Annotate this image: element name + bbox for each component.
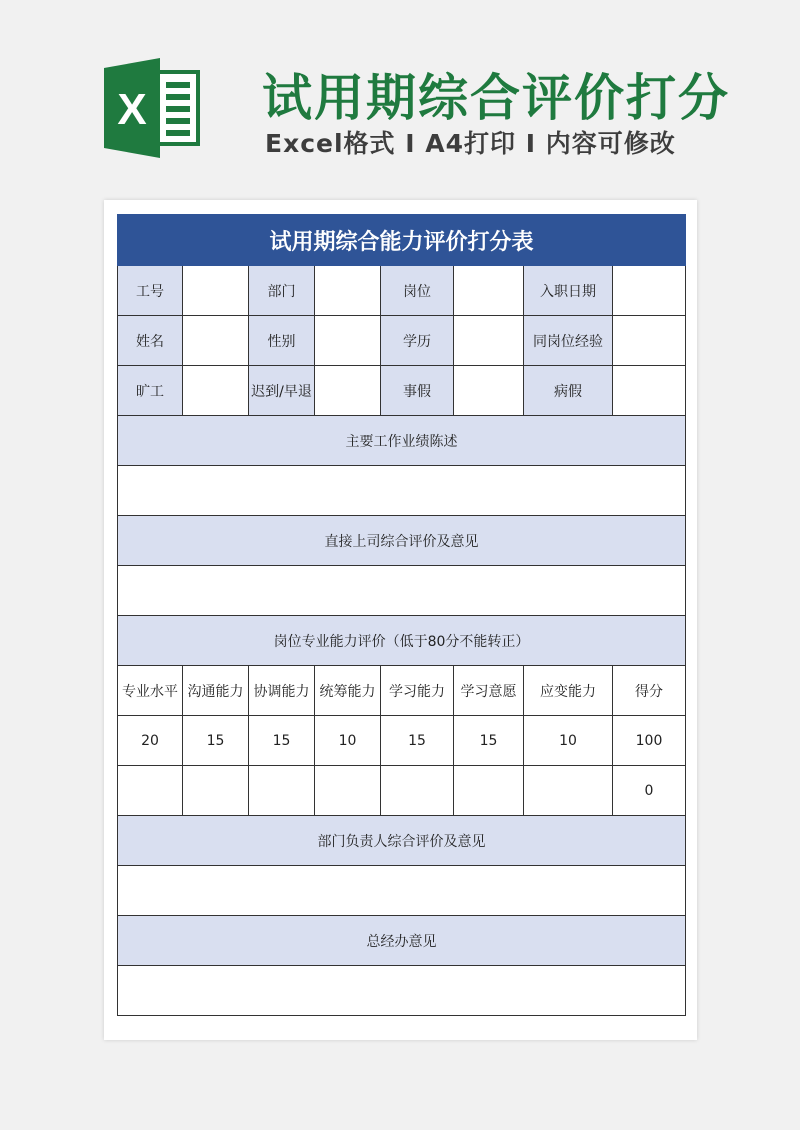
- field-label: 性别: [249, 316, 315, 366]
- dept-head-input[interactable]: [118, 866, 686, 916]
- section-work-header: 主要工作业绩陈述: [118, 416, 686, 466]
- field-value[interactable]: [454, 266, 524, 316]
- field-label: 事假: [381, 366, 454, 416]
- section-dept-head-header: 部门负责人综合评价及意见: [118, 816, 686, 866]
- banner-subtitle: Excel格式 I A4打印 I 内容可修改: [265, 129, 676, 158]
- gm-input[interactable]: [118, 966, 686, 1016]
- score-header-row: [118, 666, 686, 716]
- excel-logo-icon: [104, 58, 204, 158]
- field-label: 工号: [118, 266, 183, 316]
- field-value[interactable]: [183, 316, 249, 366]
- score-header-cell: 学习意愿: [454, 666, 524, 716]
- score-header-cell: 专业水平: [118, 666, 183, 716]
- field-value[interactable]: [315, 366, 381, 416]
- field-label: 入职日期: [524, 266, 613, 316]
- field-label: 岗位: [381, 266, 454, 316]
- field-value[interactable]: [454, 316, 524, 366]
- field-label: 迟到/早退: [249, 366, 315, 416]
- field-value[interactable]: [454, 366, 524, 416]
- work-input[interactable]: [118, 466, 686, 516]
- max-score-cell: 15: [249, 716, 315, 766]
- score-input[interactable]: [249, 766, 315, 816]
- section-supervisor-header: 直接上司综合评价及意见: [118, 516, 686, 566]
- max-score-cell: 100: [613, 716, 686, 766]
- field-value[interactable]: [613, 366, 686, 416]
- info-row: [118, 266, 686, 316]
- score-header-cell: 统筹能力: [315, 666, 381, 716]
- field-label: 同岗位经验: [524, 316, 613, 366]
- score-header-cell: 学习能力: [381, 666, 454, 716]
- actual-total: 0: [613, 766, 686, 816]
- field-label: 旷工: [118, 366, 183, 416]
- score-input[interactable]: [183, 766, 249, 816]
- max-score-cell: 10: [524, 716, 613, 766]
- score-header-cell: 沟通能力: [183, 666, 249, 716]
- score-input[interactable]: [524, 766, 613, 816]
- field-value[interactable]: [183, 266, 249, 316]
- score-header-cell: 应变能力: [524, 666, 613, 716]
- field-value[interactable]: [315, 266, 381, 316]
- max-score-cell: 15: [454, 716, 524, 766]
- form-title: 试用期综合能力评价打分表: [118, 215, 686, 266]
- max-score-row: [118, 716, 686, 766]
- logo-letter: X: [117, 85, 147, 134]
- field-label: 病假: [524, 366, 613, 416]
- field-label: 姓名: [118, 316, 183, 366]
- field-value[interactable]: [613, 266, 686, 316]
- supervisor-input[interactable]: [118, 566, 686, 616]
- max-score-cell: 15: [381, 716, 454, 766]
- max-score-cell: 20: [118, 716, 183, 766]
- score-header-cell: 协调能力: [249, 666, 315, 716]
- field-label: 部门: [249, 266, 315, 316]
- field-value[interactable]: [613, 316, 686, 366]
- score-input[interactable]: [315, 766, 381, 816]
- max-score-cell: 10: [315, 716, 381, 766]
- field-label: 学历: [381, 316, 454, 366]
- field-value[interactable]: [183, 366, 249, 416]
- score-input[interactable]: [118, 766, 183, 816]
- max-score-cell: 15: [183, 716, 249, 766]
- section-gm-header: 总经办意见: [118, 916, 686, 966]
- actual-score-row: [118, 766, 686, 816]
- score-input[interactable]: [454, 766, 524, 816]
- score-input[interactable]: [381, 766, 454, 816]
- section-ability-header: 岗位专业能力评价（低于80分不能转正）: [118, 616, 686, 666]
- evaluation-table: [117, 214, 686, 1016]
- info-row: [118, 316, 686, 366]
- field-value[interactable]: [315, 316, 381, 366]
- score-header-cell: 得分: [613, 666, 686, 716]
- banner-title: 试用期综合评价打分: [262, 69, 730, 127]
- info-row: [118, 366, 686, 416]
